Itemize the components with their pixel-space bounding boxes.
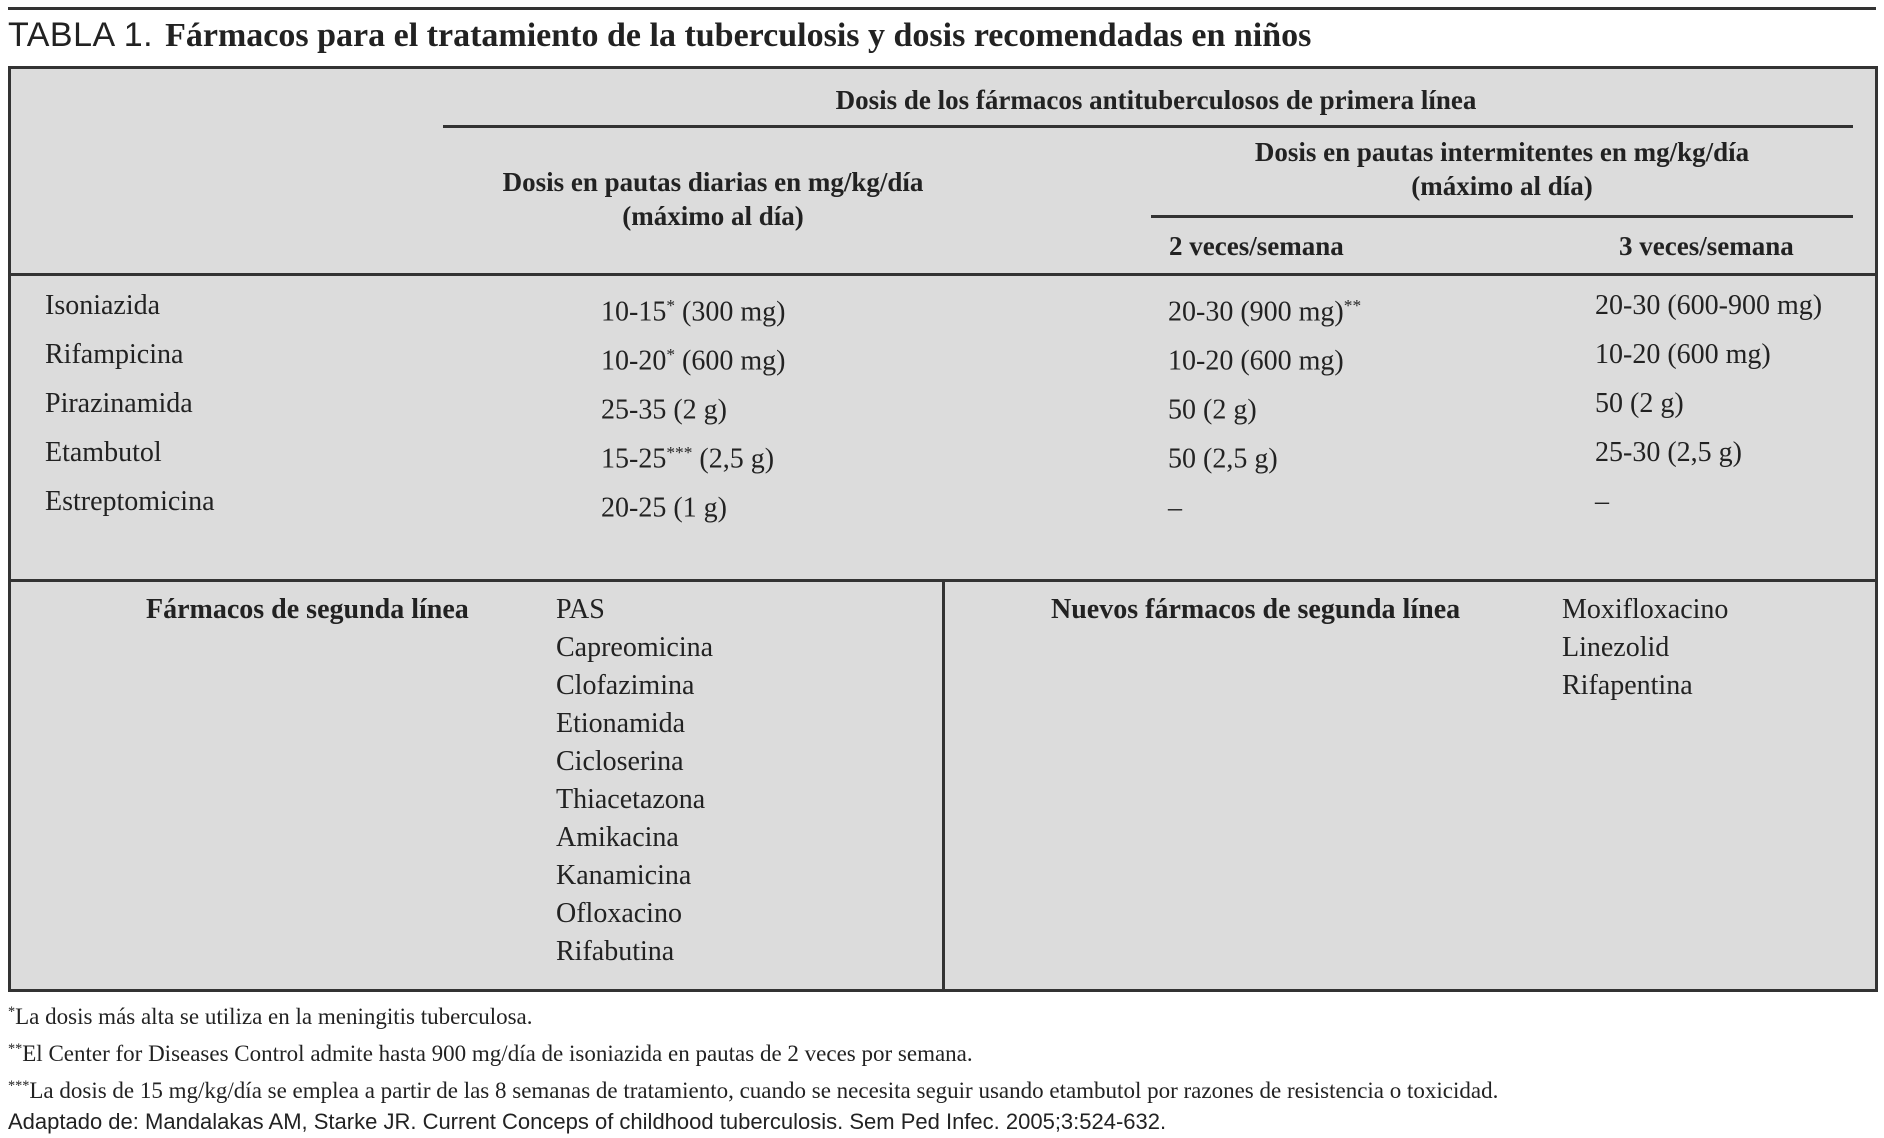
- footnote: ***La dosis de 15 mg/kg/día se emplea a partir de las 8 semanas de tratamiento, cuando se necesita seguir usando etambutol por razones de resistencia o toxicidad.: [8, 1077, 1499, 1103]
- header-daily: [443, 165, 983, 233]
- list-item: PAS: [556, 594, 605, 625]
- list-item: Cicloserina: [556, 746, 684, 777]
- drug-name: Pirazinamida: [45, 388, 193, 419]
- thrice-weekly-dose: 50 (2 g): [1595, 388, 1684, 419]
- header-intermittent-line1: Dosis en pautas intermitentes en mg/kg/día: [1254, 137, 1750, 167]
- daily-dose: 10-15* (300 mg): [601, 296, 786, 328]
- list-item: Clofazimina: [556, 670, 695, 701]
- header-twice-weekly: 2 veces/semana: [1169, 231, 1344, 261]
- second-line-label: Fármacos de segunda línea: [146, 594, 469, 625]
- header-group-first-line: Dosis de los fármacos antituberculosos de primera línea: [835, 85, 1477, 115]
- list-item: Linezolid: [1562, 632, 1670, 663]
- daily-dose: 20-25 (1 g): [601, 492, 727, 524]
- header-daily-line1: Dosis en pautas diarias en mg/kg/día: [502, 167, 924, 197]
- list-item: Ofloxacino: [556, 898, 682, 929]
- new-second-line-label: Nuevos fármacos de segunda línea: [1051, 594, 1461, 625]
- list-item: Moxifloxacino: [1562, 594, 1729, 625]
- list-item: Kanamicina: [556, 860, 692, 891]
- drug-name: Rifampicina: [45, 339, 184, 370]
- twice-weekly-dose: 50 (2,5 g): [1168, 443, 1278, 475]
- list-item: Rifapentina: [1562, 670, 1693, 701]
- list-item: Rifabutina: [556, 936, 675, 967]
- list-item: Etionamida: [556, 708, 686, 739]
- drug-name: Isoniazida: [45, 290, 161, 321]
- new-second-line-list: [1562, 591, 1728, 705]
- source-note: Adaptado de: Mandalakas AM, Starke JR. Current Conceps of childhood tuberculosis. Sem Ped Infec. 2005;3:524-632.: [8, 1109, 1167, 1135]
- list-item: Thiacetazona: [556, 784, 706, 815]
- thrice-weekly-dose: –: [1595, 486, 1609, 517]
- header-intermittent-rule: [1151, 215, 1853, 218]
- header-daily-line2: (máximo al día): [622, 201, 804, 231]
- table-title: Fármacos para el tratamiento de la tuberculosis y dosis recomendadas en niños: [165, 17, 1312, 54]
- section-vertical-rule: [942, 579, 945, 989]
- table-label: TABLA 1.: [8, 16, 154, 54]
- table-caption: [8, 14, 1311, 57]
- twice-weekly-dose: 50 (2 g): [1168, 394, 1257, 426]
- drug-name: Estreptomicina: [45, 486, 215, 517]
- footnotes: [8, 996, 1498, 1138]
- header-group-rule: [443, 125, 1853, 128]
- thrice-weekly-dose: 25-30 (2,5 g): [1595, 437, 1742, 468]
- twice-weekly-dose: –: [1168, 492, 1182, 524]
- drug-name: Etambutol: [45, 437, 162, 468]
- list-item: Amikacina: [556, 822, 679, 853]
- daily-dose: 15-25*** (2,5 g): [601, 443, 775, 475]
- daily-dose: 10-20* (600 mg): [601, 345, 786, 377]
- footnote: **El Center for Diseases Control admite hasta 900 mg/día de isoniazida en pautas de 2 veces por semana.: [8, 1040, 973, 1066]
- list-item: Capreomicina: [556, 632, 714, 663]
- second-line-list: [556, 591, 713, 971]
- twice-weekly-dose: 10-20 (600 mg): [1168, 345, 1344, 377]
- header-thrice-weekly: 3 veces/semana: [1619, 231, 1794, 261]
- footnote: *La dosis más alta se utiliza en la meningitis tuberculosa.: [8, 1003, 533, 1029]
- twice-weekly-dose: 20-30 (900 mg)**: [1168, 296, 1362, 328]
- thrice-weekly-dose: 20-30 (600-900 mg): [1595, 290, 1823, 321]
- daily-dose: 25-35 (2 g): [601, 394, 727, 426]
- drug-table: [8, 66, 1878, 992]
- top-rule: [8, 7, 1876, 10]
- thrice-weekly-dose: 10-20 (600 mg): [1595, 339, 1771, 370]
- header-intermittent: [1151, 135, 1853, 203]
- header-bottom-rule: [11, 273, 1875, 276]
- header-intermittent-line2: (máximo al día): [1411, 171, 1593, 201]
